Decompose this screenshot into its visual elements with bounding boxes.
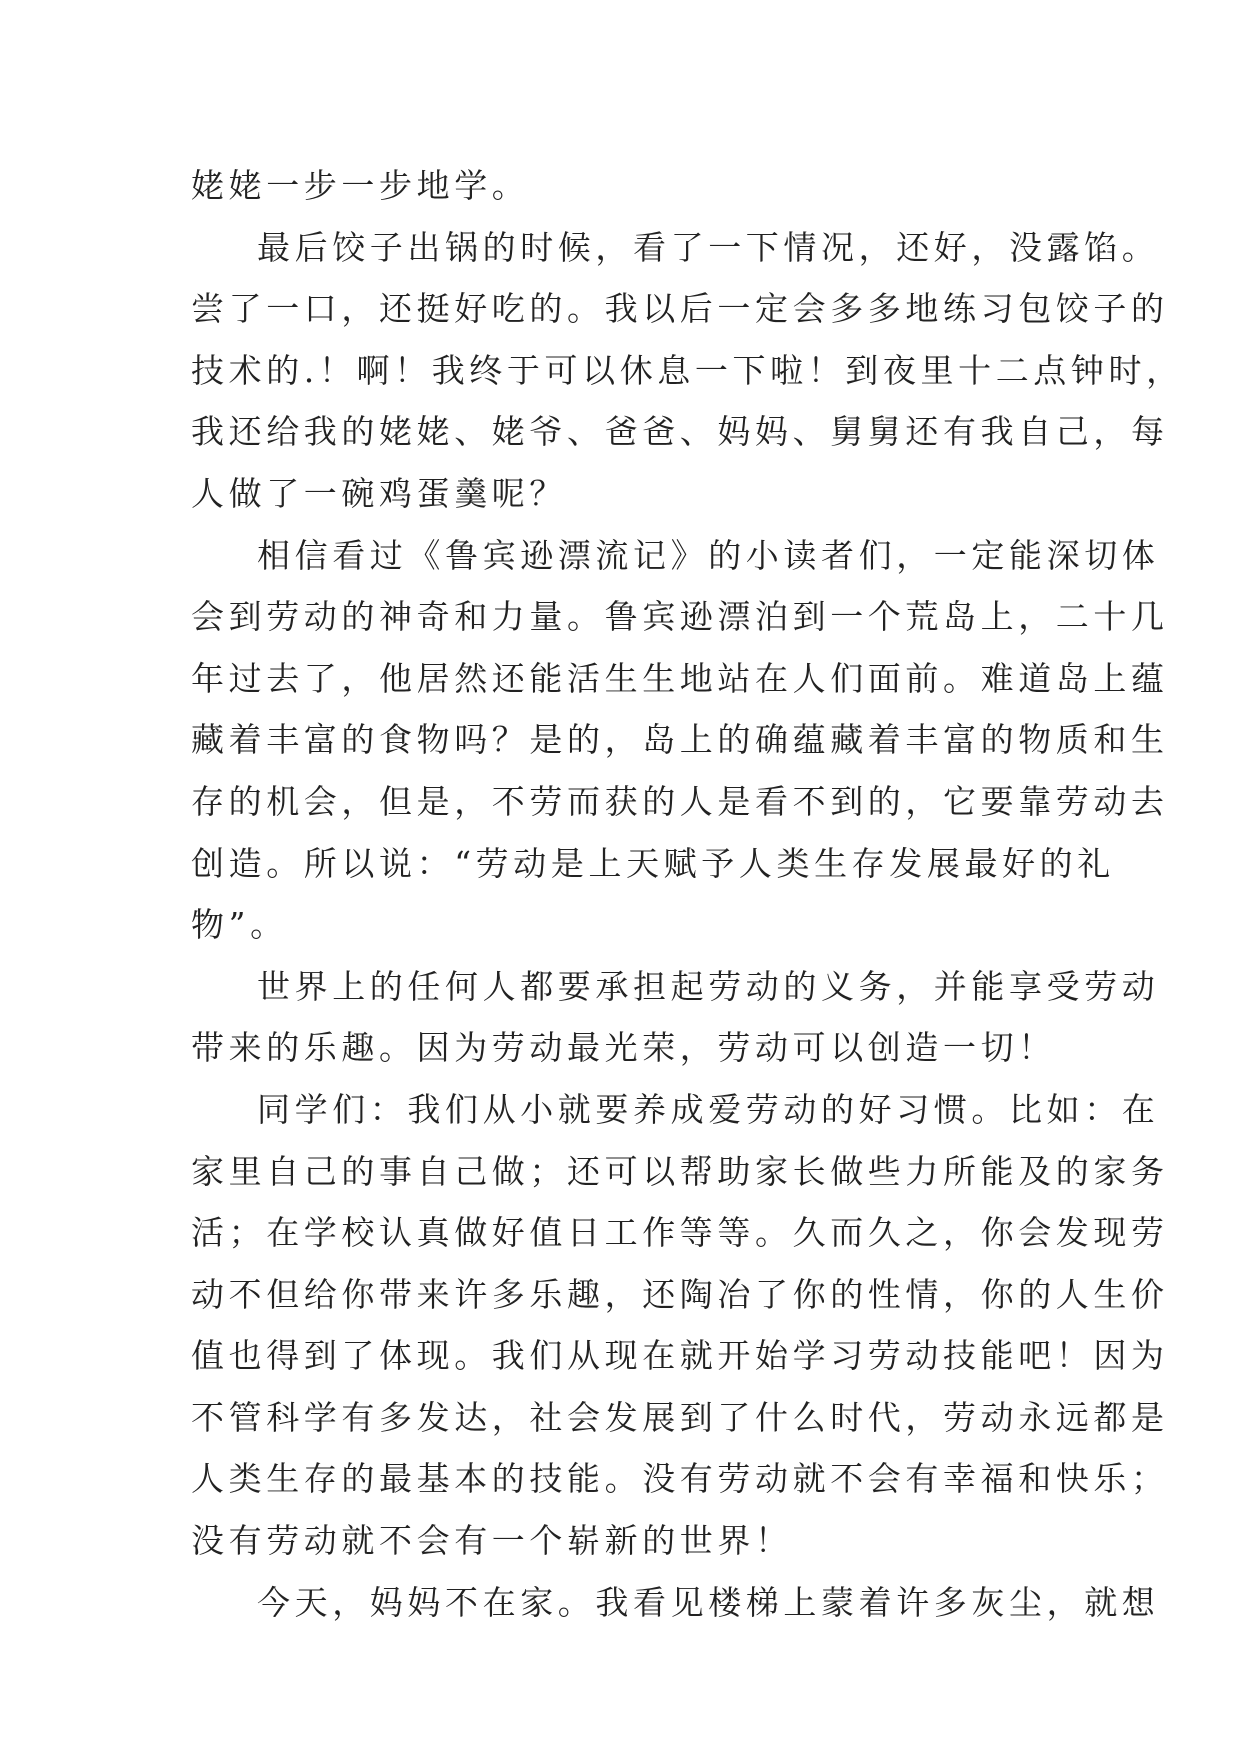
text-line: 姥姥一步一步地学。	[191, 166, 530, 205]
text-line: 活；在学校认真做好值日工作等等。久而久之，你会发现劳	[191, 1213, 1169, 1253]
text-line: 不管科学有多发达，社会发展到了什么时代，劳动永远都是	[191, 1397, 1169, 1437]
text-line: 会到劳动的神奇和力量。鲁宾逊漂泊到一个荒岛上，二十几	[191, 597, 1169, 637]
paragraph	[191, 155, 1051, 217]
document-body	[191, 155, 1184, 1633]
text-line: 人类生存的最基本的技能。没有劳动就不会有幸福和快乐；	[191, 1459, 1169, 1499]
paragraph	[191, 1572, 1160, 1634]
text-line: 今天，妈妈不在家。我看见楼梯上蒙着许多灰尘，就想	[257, 1582, 1160, 1622]
text-line: 家里自己的事自己做；还可以帮助家长做些力所能及的家务	[191, 1151, 1169, 1191]
text-line: 存的机会，但是，不劳而获的人是看不到的，它要靠劳动去	[191, 781, 1169, 821]
paragraph	[191, 525, 1169, 956]
text-line: 同学们：我们从小就要养成爱劳动的好习惯。比如：在	[257, 1089, 1160, 1129]
text-line: 我还给我的姥姥、姥爷、爸爸、妈妈、舅舅还有我自己，每	[191, 412, 1169, 452]
text-line: 技术的.！啊！我终于可以休息一下啦！到夜里十二点钟时，	[191, 350, 1184, 390]
text-line: 人做了一碗鸡蛋羹呢？	[191, 473, 567, 513]
text-line: 尝了一口，还挺好吃的。我以后一定会多多地练习包饺子的	[191, 289, 1169, 329]
text-line: 没有劳动就不会有一个崭新的世界！	[191, 1521, 793, 1561]
text-line: 物”。	[191, 905, 288, 945]
paragraph	[191, 956, 1160, 1079]
text-line: 最后饺子出锅的时候，看了一下情况，还好，没露馅。	[257, 227, 1160, 267]
text-line: 动不但给你带来许多乐趣，还陶冶了你的性情，你的人生价	[191, 1274, 1169, 1314]
text-line: 相信看过《鲁宾逊漂流记》的小读者们，一定能深切体	[257, 535, 1160, 575]
text-line: 藏着丰富的食物吗？是的，岛上的确蕴藏着丰富的物质和生	[191, 720, 1169, 760]
paragraph	[191, 1079, 1169, 1572]
text-line: 值也得到了体现。我们从现在就开始学习劳动技能吧！因为	[191, 1336, 1169, 1376]
text-line: 创造。所以说：“劳动是上天赋予人类生存发展最好的礼	[191, 843, 1115, 883]
text-line: 世界上的任何人都要承担起劳动的义务，并能享受劳动	[257, 966, 1160, 1006]
text-line: 年过去了，他居然还能活生生地站在人们面前。难道岛上蕴	[191, 658, 1169, 698]
paragraph	[191, 217, 1184, 525]
text-line: 带来的乐趣。因为劳动最光荣，劳动可以创造一切！	[191, 1028, 1056, 1068]
